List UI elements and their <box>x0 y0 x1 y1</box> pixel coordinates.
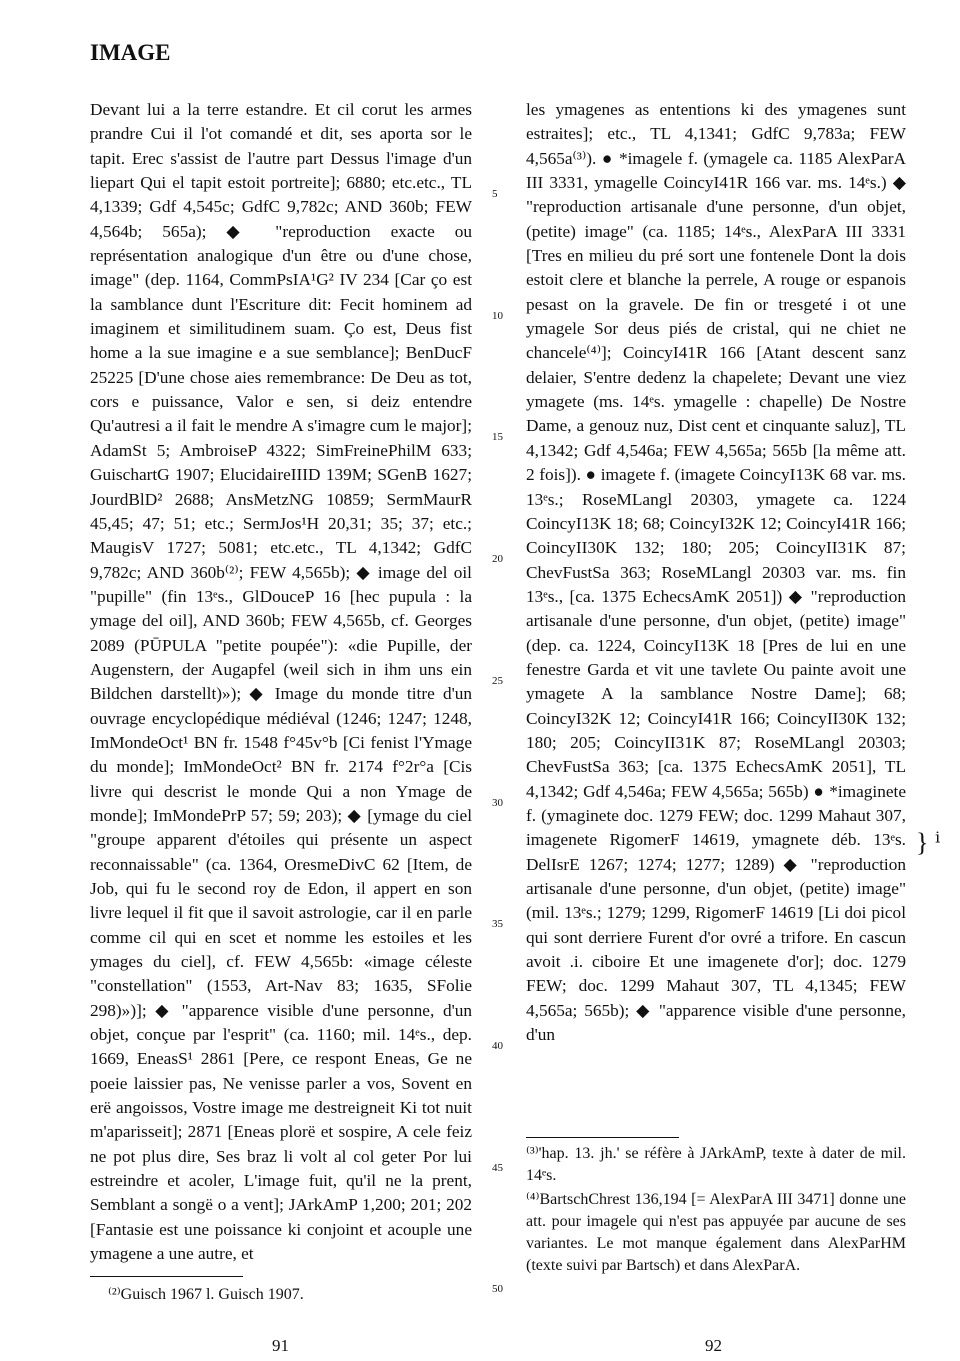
line-number: 40 <box>492 1040 503 1052</box>
line-number: 50 <box>492 1283 503 1295</box>
page-header-title: IMAGE <box>90 40 171 65</box>
line-number: 5 <box>492 188 498 200</box>
right-column-text <box>526 98 906 1047</box>
right-footnote-3: ⁽³⁾'hap. 13. jh.' se réfère à JArkAmP, texte à dater de mil. 14ᵉs. <box>526 1145 906 1184</box>
right-footnote-4: ⁽⁴⁾BartschChrest 136,194 [= AlexParA III 3471] donne une att. pour imagele qui n'est pas appuyée par aucune de ses variantes. Le mot manque également dans AlexParHM (texte suivi par Bartsch) et dans AlexParA. <box>526 1191 906 1274</box>
left-column-body: Devant lui a la terre estandre. Et cil corut les armes prandre Cui il l'ot comandé et dit, ses aporta sor le tapit. Erec s'assist de l'autre part Dessus l'image d'un liepart Qui el tapit estoit portreite]; 6880; etc.etc., TL 4,1339; Gdf 4,545c; GdfC 9,782c; AND 360b; FEW 4,564b; 565a); ◆ "reproduction exacte ou représentation analogique d'un être ou d'une chose, image" (dep. 1164, CommPsIA¹G² IV 234 [Car ço est la samblance dunt l'Escriture dit: Fecit hominem ad imaginem et similitudinem suam. Ço est, Deus fist home a la sue imagine e a sue semblance]; BenDucF 25225 [D'une chose aies remembrance: De Deu as tot, cors e puissance, Valor e sen, si deiz entendre Qu'autresi a il fait le mendre A s'imagre cum le major]; AdamSt 5; AmbroiseP 4322; SimFreinePhilM 633; GuischartG 1907; ElucidaireIIID 139M; SGenB 1627; JourdBlD² 2688; AnsMetzNG 10859; SermMaurR 45,45; 47; 51; etc.; SermJos¹H 20,31; 35; 37; etc.; MaugisV 1727; 5081; etc.etc., TL 4,1342; GdfC 9,782c; AND 360b⁽²⁾; FEW 4,565b); ◆ image del oil "pupille" (fin 13ᵉs., GlDouceP 16 [hec pupula : la ymage del oil], AND 360b; FEW 4,565b, cf. Georges 2089 (PŪPULA "petite poupée"): «die Pupille, der Augenstern, der Augapfel (weil sich in ihm uns ein Bildchen darstellt)»); ◆ Image du monde titre d'un ouvrage encyclopédique médiéval (1246; 1247; 1248, ImMondeOct¹ BN fr. 1548 f°45v°b [Ci fenist l'Ymage du monde]; ImMondeOct² BN fr. 2174 f°2r°a [Cis livre qui descrist le monde Qui a non Ymage de monde]; ImMondePrP 57; 59; 203); ◆ [ymage du ciel "groupe apparent d'étoiles qui présente un aspect reconnaissable" (ca. 1364, OresmeDivC 62 [Item, de Job, qui fu le second roy de Edon, il appert en son livre lequel il fit que il savoit astrologie, car il en parle comme cil qui en scet et nomme les estoiles et les ymages du ciel], cf. FEW 4,565b: «image céleste "constellation" (1553, Art-Nav 83; 1635, SFolie 298)»)]; ◆ "apparence visible d'une personne, d'un objet, conçue par l'esprit" (ca. 1160; mil. 14ᵉs., dep. 1669, EneasS¹ 2861 [Pere, ce respont Eneas, Ge ne poeie laissier pas, Ne venisse parler a vos, Sovent en erë angoissos, Vostre image me destreigneit Ki tot nuit m'aparisseit]; 2871 [Eneas plorë et sospire, A cele feiz ne pot plus dire, Ses braz li volt al col geter Por lui estreindre et acoler, L'image fuit, qu'il ne la prent, Semblant a songë o a vent]; JArkAmP 1,200; 201; 202 [Fantasie est une poissance ki conjoint et acouple une ymagene a une autre, et <box>90 100 472 1264</box>
page-number-right: 92 <box>705 1336 722 1355</box>
right-footnote-rule <box>526 1137 679 1138</box>
line-number: 10 <box>492 310 503 322</box>
left-footnote-rule <box>90 1276 243 1277</box>
line-number: 15 <box>492 431 503 443</box>
line-number: 20 <box>492 553 503 565</box>
page-number-left: 91 <box>272 1336 289 1355</box>
left-footnote: ⁽²⁾Guisch 1967 l. Guisch 1907. <box>108 1286 304 1303</box>
right-column-body: les ymagenes as ententions ki des ymagenes sunt estraites]; etc., TL 4,1341; GdfC 9,783a; FEW 4,565a⁽³⁾). ● *imagele f. (ymagele ca. 1185 AlexParA III 3331, ymagelle CoincyI41R 166 var. ms. 14ᵉs.) ◆ "reproduction artisanale d'une personne, d'un objet, (petite) image" (ca. 1185; 14ᵉs., AlexParA III 3331 [Tres en milieu du pré sort une fontenele Dont la dois estoit clere et blanche la perrele, A rouge or espanois pesast on la gravele. De fin or tresgeté i ot une ymagele Sor deus piés de cristal, qui ne chiet ne chancele⁽⁴⁾]; CoincyI41R 166 [Atant descent sanz delaier, S'entre dedenz la chapelete; Devant une viez ymagete (ms. 14ᵉs. ymagelle : chapelle) De Nostre Dame, a genouz nuz, Dist cent et cinquante saluz], TL 4,1342; Gdf 4,546a; FEW 4,565a; 565b [la même att. 2 fois]). ● imagete f. (imagete CoincyI13K 68 var. ms. 13ᵉs.; RoseMLangl 20303, ymagete ca. 1224 CoincyI13K 18; 68; CoincyI32K 12; CoincyI41R 166; CoincyII30K 132; 180; 205; CoincyII31K 87; ChevFustSa 363; RoseMLangl 20303 var. ms. fin 13ᵉs., [ca. 1375 EchecsAmK 2051]) ◆ "reproduction artisanale d'une personne, d'un objet, (petite) image" (dep. ca. 1224, CoincyI13K 18 [Pres de lui en une fenestre Garda et vit une tavlete Ou painte avoit une ymagete A la samblance Nostre Dame]; 68; CoincyI32K 12; CoincyI41R 166; CoincyII30K 132; 180; 205; CoincyII31K 87; RoseMLangl 20303; ChevFustSa 363; [ca. 1375 EchecsAmK 2051], TL 4,1342; Gdf 4,546a; FEW 4,565a; 565b) ● *imaginete f. (ymaginete doc. 1279 FEW; doc. 1299 Mahaut 307, imagenete RigomerF 14619, ymagnete déb. 13ᵉs. DelIsrE 1267; 1274; 1277; 1289) ◆ "reproduction artisanale d'une personne, d'un objet, (petite) image" (mil. 13ᵉs.; 1279; 1299, RigomerF 14619 [Li doi picol qui sont derriere Furent d'or ovré a trifore. En cascun avoit .i. ciboire Et une imagenete d'or]; doc. 1279 FEW; doc. 1299 Mahaut 307, TL 4,1345; FEW 4,565a; 565b); ◆ "apparence visible d'une personne, d'un <box>526 100 906 1045</box>
margin-mark: } ⁱ <box>916 828 941 857</box>
line-number: 35 <box>492 918 503 930</box>
line-number: 30 <box>492 797 503 809</box>
line-number: 25 <box>492 675 503 687</box>
left-column-text <box>90 98 472 1267</box>
line-number: 45 <box>492 1162 503 1174</box>
